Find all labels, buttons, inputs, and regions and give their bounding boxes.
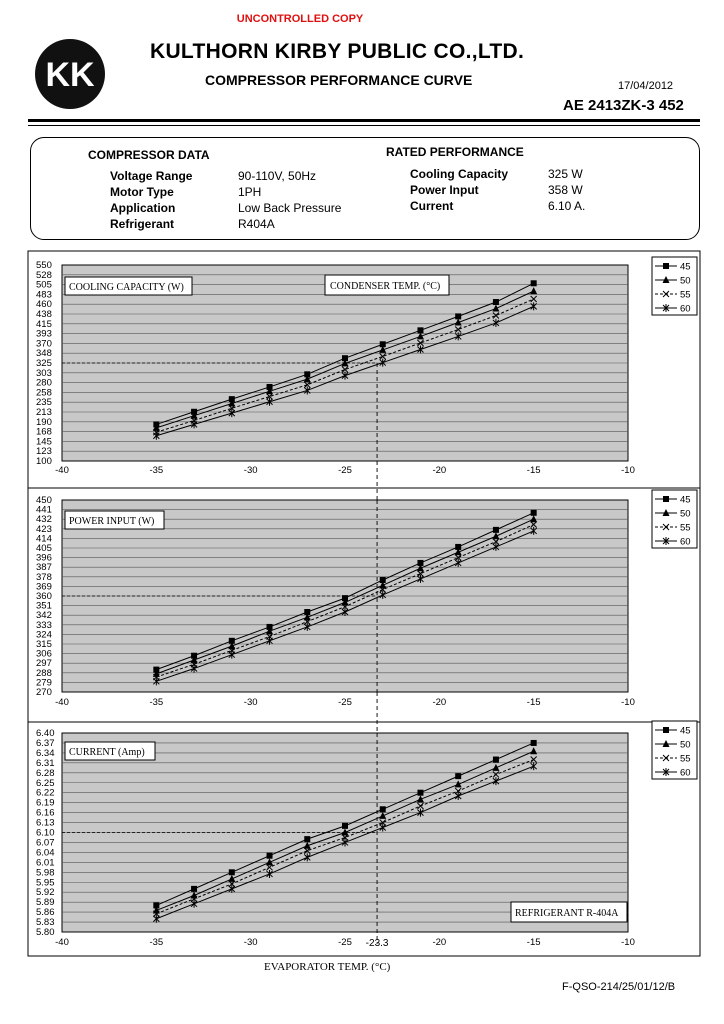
x-tick-label: -35 bbox=[149, 465, 164, 476]
x-tick-label: -40 bbox=[55, 937, 69, 948]
y-tick-label: 288 bbox=[36, 667, 52, 679]
x-tick-label: -20 bbox=[432, 465, 447, 476]
x-tick-label: -30 bbox=[243, 465, 258, 476]
company-name: KULTHORN KIRBY PUBLIC CO.,LTD. bbox=[150, 40, 525, 63]
y-tick-label: 441 bbox=[36, 504, 52, 516]
y-tick-label: 5.92 bbox=[36, 887, 55, 899]
model-number: AE 2413ZK-3 452 bbox=[563, 97, 684, 114]
y-tick-label: 333 bbox=[36, 619, 52, 631]
y-tick-label: 387 bbox=[36, 562, 52, 574]
data-point-45 bbox=[342, 823, 348, 829]
x-tick-label: -40 bbox=[55, 697, 69, 708]
y-tick-label: 483 bbox=[36, 289, 52, 301]
data-point-45 bbox=[493, 527, 499, 533]
legend-marker-45 bbox=[663, 263, 669, 269]
data-point-45 bbox=[455, 773, 461, 779]
data-point-45 bbox=[531, 280, 537, 286]
y-tick-label: 145 bbox=[36, 436, 52, 448]
y-tick-label: 5.80 bbox=[36, 927, 55, 938]
y-tick-label: 5.98 bbox=[36, 867, 55, 879]
legend-marker-45 bbox=[663, 496, 669, 502]
x-tick-label: -15 bbox=[526, 465, 541, 476]
compressor-data-title: COMPRESSOR DATA bbox=[88, 148, 210, 162]
data-point-45 bbox=[267, 853, 273, 859]
y-tick-label: 393 bbox=[36, 328, 52, 340]
legend-label-55: 55 bbox=[680, 522, 691, 534]
y-tick-label: 423 bbox=[36, 523, 52, 535]
y-tick-label: 405 bbox=[36, 543, 52, 554]
y-tick-label: 190 bbox=[36, 416, 52, 428]
data-point-45 bbox=[531, 510, 537, 516]
data-point-45 bbox=[229, 869, 235, 875]
rated-performance-title: RATED PERFORMANCE bbox=[386, 145, 524, 159]
legend-label-60: 60 bbox=[680, 536, 691, 548]
y-tick-label: 5.83 bbox=[36, 917, 55, 929]
y-tick-label: 280 bbox=[36, 377, 52, 389]
y-tick-label: 6.28 bbox=[36, 767, 55, 779]
motor-type-label: Motor Type bbox=[110, 185, 174, 199]
y-tick-label: 306 bbox=[36, 648, 52, 660]
chart-panel-3 bbox=[28, 721, 700, 956]
refrigerant-label: Refrigerant bbox=[110, 217, 175, 231]
y-tick-label: 5.95 bbox=[36, 877, 55, 889]
chart-panel-1 bbox=[28, 251, 700, 500]
y-tick-label: 6.16 bbox=[36, 807, 55, 819]
x-tick-label: -10 bbox=[621, 937, 635, 948]
y-tick-label: 378 bbox=[36, 571, 52, 583]
y-tick-label: 414 bbox=[36, 533, 52, 545]
y-tick-label: 324 bbox=[36, 629, 52, 641]
y-tick-label: 415 bbox=[36, 318, 52, 330]
motor-type-value: 1PH bbox=[238, 185, 262, 199]
chart-title: CURRENT (Amp) bbox=[69, 747, 145, 758]
y-tick-label: 550 bbox=[36, 260, 52, 271]
y-tick-label: 6.19 bbox=[36, 797, 55, 809]
y-tick-label: 396 bbox=[36, 552, 52, 564]
x-tick-label: -15 bbox=[526, 937, 541, 948]
y-tick-label: 6.13 bbox=[36, 817, 55, 829]
chart-title: COOLING CAPACITY (W) bbox=[69, 282, 184, 293]
svg-text:KK: KK bbox=[45, 56, 95, 94]
x-tick-label: -35 bbox=[149, 937, 164, 948]
y-tick-label: 6.22 bbox=[36, 787, 55, 799]
legend-marker-45 bbox=[663, 727, 669, 733]
current-label: Current bbox=[410, 199, 454, 213]
legend-label-55: 55 bbox=[680, 289, 691, 301]
legend-label-60: 60 bbox=[680, 767, 691, 779]
document-date: 17/04/2012 bbox=[618, 80, 674, 92]
y-tick-label: 360 bbox=[36, 591, 52, 602]
y-tick-label: 6.01 bbox=[36, 857, 55, 869]
x-tick-label: -35 bbox=[149, 697, 164, 708]
x-tick-label: -15 bbox=[526, 697, 541, 708]
chart-panel-2 bbox=[28, 488, 700, 733]
y-tick-label: 325 bbox=[36, 358, 52, 369]
legend-label-45: 45 bbox=[680, 261, 691, 273]
y-tick-label: 6.34 bbox=[36, 747, 55, 759]
data-point-45 bbox=[531, 740, 537, 746]
x-tick-label: -10 bbox=[621, 465, 635, 476]
legend-label-50: 50 bbox=[680, 275, 691, 287]
voltage-range-value: 90-110V, 50Hz bbox=[238, 169, 317, 183]
rated-evap-temp-label: -23.3 bbox=[365, 938, 389, 949]
chart-title: POWER INPUT (W) bbox=[69, 516, 155, 527]
y-tick-label: 528 bbox=[36, 269, 52, 281]
x-tick-label: -25 bbox=[338, 465, 352, 476]
document-subtitle: COMPRESSOR PERFORMANCE CURVE bbox=[205, 72, 473, 88]
cooling-capacity-label: Cooling Capacity bbox=[410, 167, 509, 181]
condenser-temp-label: CONDENSER TEMP. (°C) bbox=[330, 281, 441, 292]
legend-label-45: 45 bbox=[680, 494, 691, 506]
y-tick-label: 168 bbox=[36, 426, 52, 438]
x-tick-label: -20 bbox=[432, 937, 447, 948]
y-tick-label: 6.40 bbox=[36, 728, 55, 739]
y-tick-label: 279 bbox=[36, 677, 52, 689]
y-tick-label: 5.86 bbox=[36, 907, 55, 919]
x-tick-label: -30 bbox=[243, 937, 258, 948]
y-tick-label: 297 bbox=[36, 658, 52, 670]
x-tick-label: -30 bbox=[243, 697, 258, 708]
legend-label-60: 60 bbox=[680, 303, 691, 315]
y-tick-label: 369 bbox=[36, 581, 52, 593]
y-tick-label: 370 bbox=[36, 338, 52, 350]
refrigerant-label: REFRIGERANT R-404A bbox=[515, 908, 619, 919]
data-point-45 bbox=[191, 886, 197, 892]
y-tick-label: 6.07 bbox=[36, 837, 55, 849]
y-tick-label: 6.25 bbox=[36, 777, 55, 789]
y-tick-label: 270 bbox=[36, 687, 52, 698]
legend-label-45: 45 bbox=[680, 725, 691, 737]
x-tick-label: -25 bbox=[338, 937, 352, 948]
y-tick-label: 213 bbox=[36, 407, 52, 418]
y-tick-label: 258 bbox=[36, 387, 52, 399]
data-point-45 bbox=[417, 790, 423, 796]
legend-label-55: 55 bbox=[680, 753, 691, 765]
evaporator-temp-axis-label: EVAPORATOR TEMP. (°C) bbox=[264, 961, 391, 973]
y-tick-label: 348 bbox=[36, 348, 52, 360]
y-tick-label: 5.89 bbox=[36, 897, 55, 909]
x-tick-label: -25 bbox=[338, 697, 352, 708]
data-point-45 bbox=[493, 299, 499, 305]
legend-label-50: 50 bbox=[680, 508, 691, 520]
x-tick-label: -10 bbox=[621, 697, 635, 708]
application-value: Low Back Pressure bbox=[238, 201, 342, 215]
application-label: Application bbox=[110, 201, 176, 215]
uncontrolled-copy-stamp: UNCONTROLLED COPY bbox=[236, 13, 364, 25]
y-tick-label: 460 bbox=[36, 299, 52, 311]
voltage-range-label: Voltage Range bbox=[110, 169, 193, 183]
y-tick-label: 235 bbox=[36, 397, 52, 409]
data-point-45 bbox=[304, 836, 310, 842]
y-tick-label: 315 bbox=[36, 639, 52, 650]
y-tick-label: 438 bbox=[36, 309, 52, 320]
refrigerant-value: R404A bbox=[238, 217, 275, 231]
y-tick-label: 6.37 bbox=[36, 737, 55, 749]
power-input-value: 358 W bbox=[548, 183, 583, 197]
y-tick-label: 6.04 bbox=[36, 847, 55, 859]
y-tick-label: 505 bbox=[36, 279, 52, 291]
legend-label-50: 50 bbox=[680, 739, 691, 751]
y-tick-label: 6.10 bbox=[36, 827, 55, 839]
x-tick-label: -20 bbox=[432, 697, 447, 708]
y-tick-label: 450 bbox=[36, 495, 52, 506]
form-code: F-QSO-214/25/01/12/B bbox=[562, 981, 676, 993]
current-value: 6.10 A. bbox=[548, 199, 586, 213]
power-input-label: Power Input bbox=[410, 183, 479, 197]
cooling-capacity-value: 325 W bbox=[548, 167, 583, 181]
x-tick-label: -40 bbox=[55, 465, 69, 476]
y-tick-label: 6.31 bbox=[36, 757, 55, 769]
y-tick-label: 303 bbox=[36, 367, 52, 379]
y-tick-label: 100 bbox=[36, 456, 52, 467]
data-point-45 bbox=[380, 806, 386, 812]
y-tick-label: 342 bbox=[36, 610, 52, 622]
y-tick-label: 432 bbox=[36, 514, 52, 526]
y-tick-label: 123 bbox=[36, 446, 52, 458]
data-point-45 bbox=[493, 757, 499, 763]
y-tick-label: 351 bbox=[36, 600, 52, 612]
